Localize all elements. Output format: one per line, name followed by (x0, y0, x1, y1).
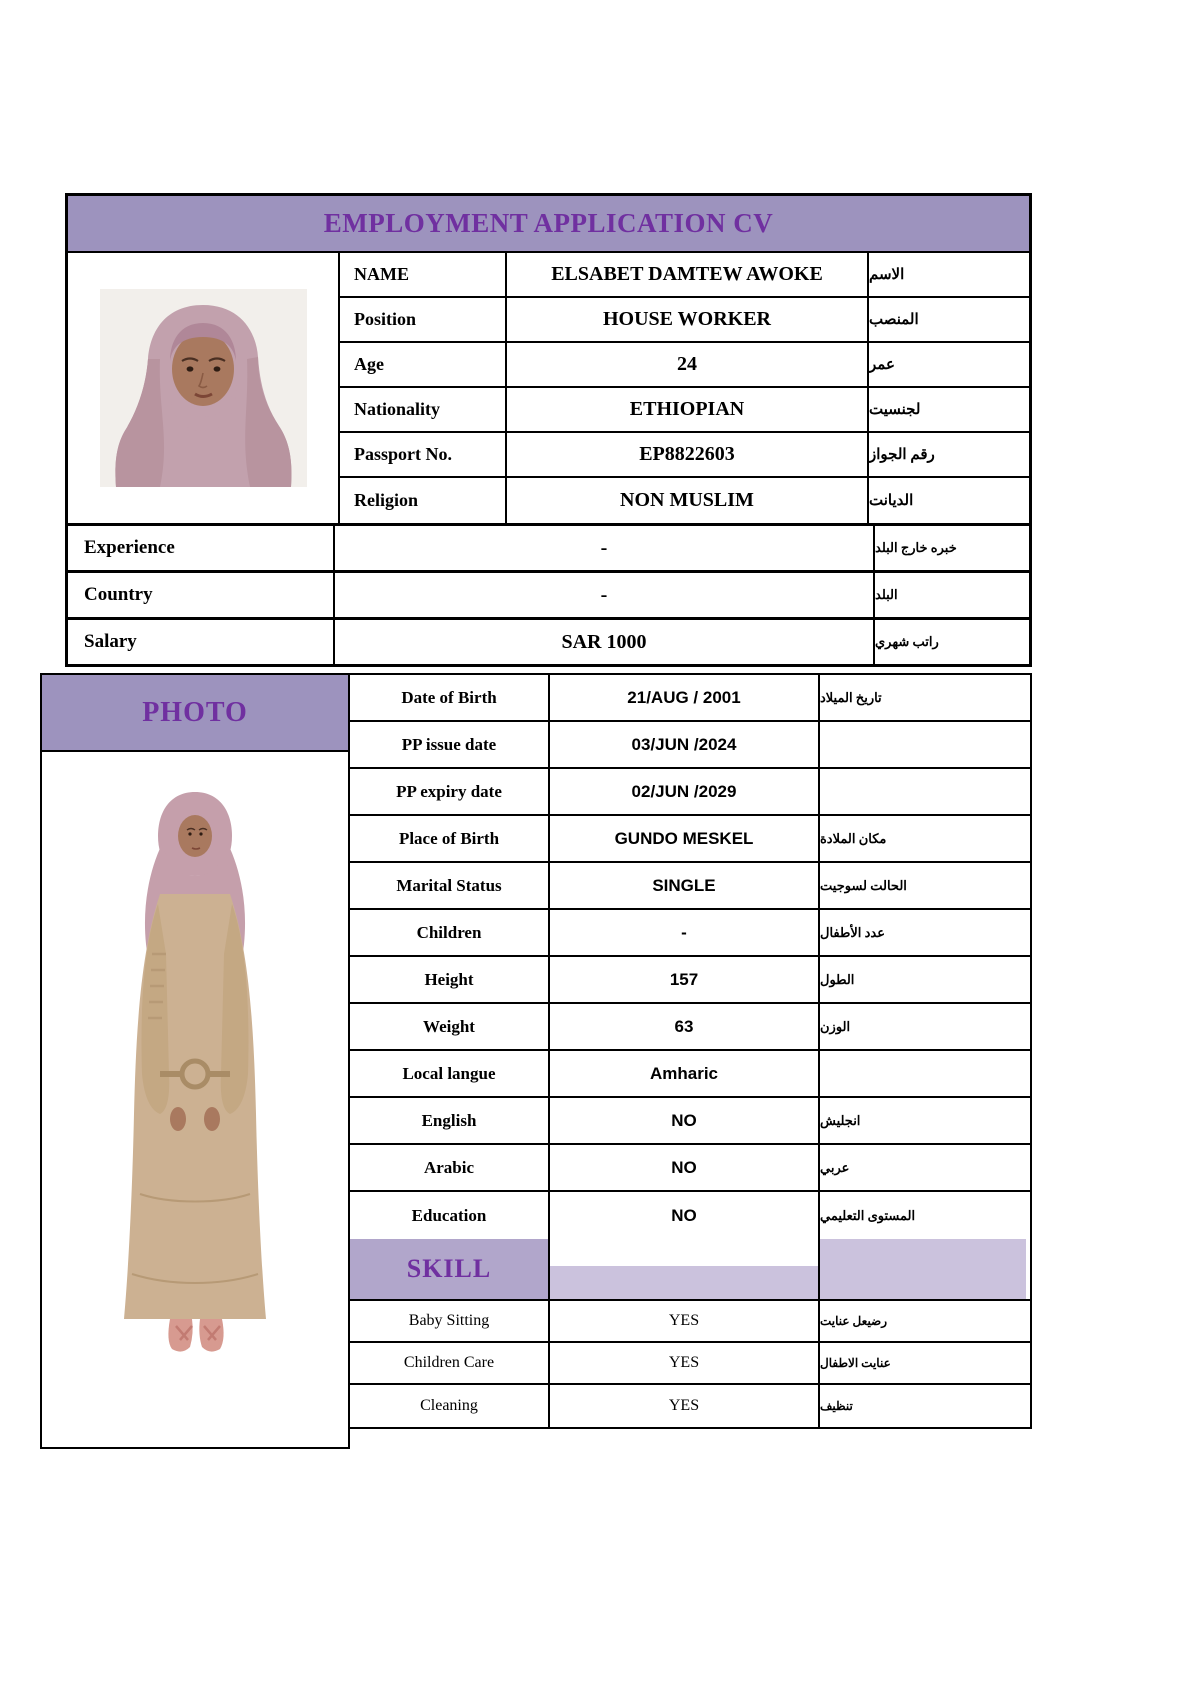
employment-application-table (65, 193, 1032, 667)
row-arabic-label: الوزن (820, 1018, 851, 1034)
row-label: Cleaning (350, 1385, 550, 1427)
table-row (350, 675, 1030, 722)
details-table (40, 673, 1032, 1449)
row-label: Local langue (350, 1051, 550, 1096)
row-label: PP expiry date (350, 769, 550, 814)
row-arabic-label: المنصب (869, 298, 1029, 343)
table-row (350, 910, 1030, 957)
row-arabic-label: عنايت الاطفال (820, 1355, 891, 1370)
row-value: SAR 1000 (335, 620, 875, 664)
full-body-photo-column (40, 673, 350, 1449)
row-arabic-label (820, 769, 1026, 814)
photo-header-label: PHOTO (142, 696, 248, 728)
row-arabic-label: لجنسيت (869, 388, 1029, 433)
row-label: Position (340, 298, 507, 343)
document-title: EMPLOYMENT APPLICATION CV (323, 208, 774, 238)
table-row (350, 1145, 1030, 1192)
full-body-photo-cell (42, 752, 348, 1374)
row-arabic-label: عربي (820, 1159, 850, 1175)
row-label: Height (350, 957, 550, 1002)
table-row (68, 523, 1029, 570)
row-label: Nationality (340, 388, 507, 433)
document-title-bar (68, 196, 1029, 253)
row-label: NAME (340, 253, 507, 298)
row-label: PP issue date (350, 722, 550, 767)
row-value: YES (550, 1301, 820, 1341)
table-row (68, 617, 1029, 664)
row-arabic-label: رقم الجواز (869, 433, 1029, 478)
table-row (350, 1098, 1030, 1145)
row-value: - (335, 573, 875, 617)
row-label: Passport No. (340, 433, 507, 478)
row-value: GUNDO MESKEL (550, 816, 820, 861)
row-arabic-label: الاسم (869, 253, 1029, 298)
row-value: 24 (507, 343, 869, 388)
row-label: Arabic (350, 1145, 550, 1190)
row-value: ELSABET DAMTEW AWOKE (507, 253, 869, 298)
row-value: NO (550, 1098, 820, 1143)
row-value: - (550, 910, 820, 955)
details-rows (350, 675, 1030, 1239)
table-row (350, 1343, 1030, 1385)
table-row (350, 1192, 1030, 1239)
table-row (350, 1004, 1030, 1051)
row-arabic-label: راتب شهري (875, 634, 939, 649)
skill-header-band (550, 1266, 818, 1299)
skill-header-arabic-cell (820, 1239, 1026, 1299)
row-value: YES (550, 1343, 820, 1383)
row-arabic-label (820, 1051, 1026, 1096)
details-rows-section (350, 673, 1032, 1429)
row-value: 21/AUG / 2001 (550, 675, 820, 720)
identity-section (68, 253, 1029, 523)
row-value: 157 (550, 957, 820, 1002)
portrait-photo (100, 289, 307, 487)
row-value: EP8822603 (507, 433, 869, 478)
table-row (68, 570, 1029, 617)
table-row (350, 816, 1030, 863)
row-arabic-label: عمر (869, 343, 1029, 388)
row-value: ETHIOPIAN (507, 388, 869, 433)
row-value: SINGLE (550, 863, 820, 908)
summary-rows (68, 523, 1029, 664)
row-arabic-label: الديانت (869, 493, 914, 509)
full-body-photo (100, 774, 290, 1374)
row-value: NO (550, 1145, 820, 1190)
skill-header-value-cell (550, 1239, 820, 1299)
row-label: Country (68, 573, 335, 617)
row-label: Marital Status (350, 863, 550, 908)
row-arabic-label: خبره خارج البلد (875, 540, 957, 555)
row-label: Place of Birth (350, 816, 550, 861)
skill-header-cell (350, 1239, 550, 1299)
row-value: HOUSE WORKER (507, 298, 869, 343)
row-arabic-label: الحالت لسوجيت (820, 877, 907, 893)
row-value: NO (550, 1192, 820, 1239)
skill-section-header-row (350, 1239, 1030, 1301)
row-label: Baby Sitting (350, 1301, 550, 1341)
row-value: 63 (550, 1004, 820, 1049)
row-value: YES (550, 1385, 820, 1427)
row-value: - (335, 526, 875, 570)
table-row (350, 863, 1030, 910)
row-arabic-label: انجليش (820, 1112, 861, 1128)
row-arabic-label: المستوى التعليمي (820, 1207, 916, 1223)
table-row (350, 1301, 1030, 1343)
row-label: English (350, 1098, 550, 1143)
row-label: Weight (350, 1004, 550, 1049)
portrait-photo-cell (68, 253, 340, 523)
row-label: Salary (68, 620, 335, 664)
row-value: 02/JUN /2029 (550, 769, 820, 814)
skill-header-label: SKILL (406, 1254, 492, 1283)
row-arabic-label: عدد الأطفال (820, 924, 885, 940)
row-label: Experience (68, 526, 335, 570)
row-value: Amharic (550, 1051, 820, 1096)
table-row (350, 1385, 1030, 1427)
row-value: 03/JUN /2024 (550, 722, 820, 767)
row-label: Religion (340, 478, 507, 523)
row-arabic-label: تنظيف (820, 1398, 853, 1413)
row-label: Date of Birth (350, 675, 550, 720)
row-label: Education (350, 1192, 550, 1239)
skill-rows (350, 1301, 1030, 1427)
row-arabic-label: رضيعل عنايت (820, 1313, 888, 1328)
row-label: Age (340, 343, 507, 388)
row-arabic-label: البلد (875, 587, 898, 602)
table-row (350, 769, 1030, 816)
row-label: Children (350, 910, 550, 955)
row-label: Children Care (350, 1343, 550, 1383)
table-row (350, 1051, 1030, 1098)
row-arabic-label (820, 722, 1026, 767)
photo-section-header (42, 675, 348, 752)
table-row (350, 957, 1030, 1004)
row-arabic-label: الطول (820, 971, 855, 987)
table-row (350, 722, 1030, 769)
row-arabic-label: مكان الملادة (820, 830, 887, 846)
row-arabic-label: تاريخ الميلاد (820, 689, 882, 705)
row-value: NON MUSLIM (507, 478, 869, 523)
